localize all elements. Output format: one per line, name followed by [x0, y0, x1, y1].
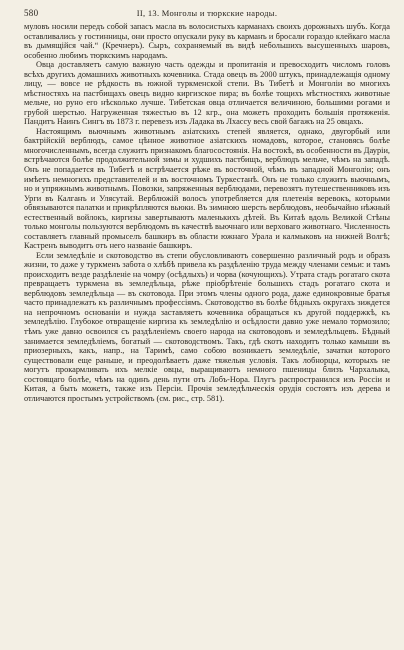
- paragraph-agriculture: Если земледѣліе и скотоводство въ степи обусловливаютъ совершенно различный родъ и образъ жизни, то даже у туркменъ забота о хлѣбѣ привела къ раздѣленію труда между членами семьи: и тамъ происходитъ везде раздѣленіе на чомру (осѣдлыхъ) и чорва (кочующихъ). Утрата стадъ рогатаго скота превращаетъ туркмена въ земледѣльца, рѣже пріобрѣтеніе большихъ стадъ рогатаго скота и верблюдовъ земледѣльца — въ скотовода. При этомъ члены одного рода, даже единокровные братья часто принадлежатъ къ различнымъ профессіямъ. Скотоводство въ болѣе бѣдныхъ округахъ зиждется на непрочномъ основаніи и нужда заставляетъ кочевника обращаться къ другой поддержкѣ, къ земледѣлію. Глубокое отвращеніе киргиза къ земледѣлію и осѣдлости давно уже немало тормозило; тѣмъ уже давно освоился съ раздѣленіемъ своего народа на скотоводовъ и земледѣльцевъ. Бѣдный занимается земледѣліемъ, богатый — скотоводствомъ. Такъ, гдѣ скотъ находитъ только камыши въ приозерныхъ, какъ, напр., на Таримѣ, само собою возникаетъ земледѣліе, зачатки которого существовали еще раньше, и преодолѣваетъ даже тяжелыя условія. Такъ лобнорцы, которыхъ не могутъ прокармливать ихъ мелкіе овцы, выращиваютъ немного пшеницы близъ Чархалыка, состоящаго болѣе, чѣмъ на одинъ день пути отъ Лобъ-Нора. Плугъ распространился изъ Россіи и Китая, а быть можетъ, также изъ Персіи. Прочія земледѣльческія орудія состоятъ изъ дерева и отличаются простымъ устройствомъ (см. рис., стр. 581).: [24, 250, 390, 403]
- running-title: II, 13. Монголы и тюркские народы.: [136, 8, 278, 18]
- page-number: 580: [24, 8, 39, 18]
- paragraph-continuation: муловъ носили передъ собой запасъ масла въ волосистыхъ карманахъ своихъ дорожныхъ шубъ. Когда оставливались у гостинницы, они просто опускали руку въ карманъ и бросали гораздо клейкаго масла въ дымящійся чай.“ (Кречнеръ). Сыръ, сохраняемый въ видѣ небольшихъ высушенныхъ шаровъ, особенно любимъ тюркскимъ народамъ.: [24, 22, 390, 60]
- page-header: [24, 8, 390, 20]
- paragraph-camel: Настоящимъ вьючнымъ животнымъ азіатскихъ степей является, однако, двугорбый или бактрійскій верблюдъ, самое цѣнное животное азіатскихъ номадовъ, которое, становясь болѣе многочисленнымъ, всегда служитъ признакомъ благосостоянія. На востокѣ, въ особенности въ Дауріи, встрѣчаются болѣе продолжительной зимы и худшихъ пастбищъ, верблюдъ мельче, чѣмъ на западѣ. Онъ не попадается въ Тибетѣ и встрѣчается рѣже въ восточной, чѣмъ въ западной Монголіи; онъ имѣетъ немногихъ представителей и въ восточномъ Туркестанѣ. Онъ не только служитъ вьючнымъ, но и упряжнымъ животнымъ. Повозки, запряженныя верблюдами, перевозятъ путешественниковъ изъ Урги въ Калганъ и Улясутай. Верблюжій волосъ употребляется для плетенія веревокъ, которыми обвязываются палатки и прикрѣпляются вьюки. Въ зимнюю шерсть верблюдовъ, необычайно нѣжный естественный войлокъ, киргизы завертываютъ маленькихъ дѣтей. Въ Китаѣ вдоль Великой Стѣны только монголы пользуются верблюдомъ въ качествѣ вьючнаго или верховаго животнаго. Численность составляетъ главный промыселъ башкиръ въ области южнаго Урала и калмыковъ на нижней Волгѣ; Кастренъ выводитъ отъ него названіе башкиръ.: [24, 126, 390, 251]
- paragraph-sheep: Овца доставляетъ самую важную часть одежды и пропитанія и превосходитъ числомъ головъ всѣхъ другихъ домашнихъ животныхъ кочевника. Стада овецъ въ 2000 штукъ, принадлежащія одному лицу, — вовсе не рѣдкость въ южной туркменской степи. Въ Тибетѣ и Монголіи во многихъ мѣстностяхъ на пастбищахъ овецъ видно киргизское пира; въ болѣе тощихъ мѣстностяхъ животные мельче, но руно его нѣсколько лучше. Тибетская овца отличается величиною, большими рогами и грубой шерстью. Нагруженная тяжестью въ 12 кгр., она можетъ проходить большія протяженія. Пандитъ Наинъ Сингъ въ 1873 г. перевезъ изъ Ладака въ Лхассу весь свой багажъ на 25 овцахъ.: [24, 60, 390, 127]
- page-body: [24, 22, 390, 403]
